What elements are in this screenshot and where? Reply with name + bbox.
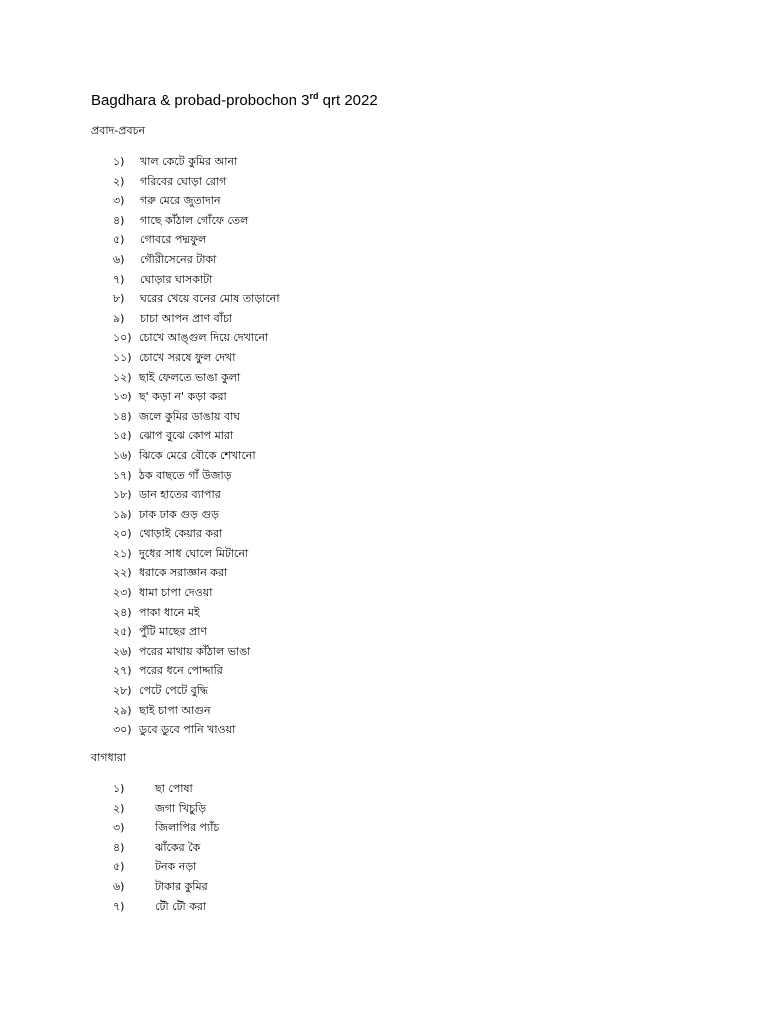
item-text: ঘোড়ার ঘাসকাটা xyxy=(140,272,213,286)
item-text: পুঁটি মাছের প্রাণ xyxy=(139,625,208,639)
title-main: Bagdhara & probad-probochon 3 xyxy=(91,92,310,109)
item-number: ১) xyxy=(113,155,125,168)
item-text: ধামা চাপা দেওয়া xyxy=(139,586,213,600)
list-item xyxy=(0,838,768,858)
list-item xyxy=(0,485,768,505)
list-item xyxy=(0,779,768,799)
item-number: ১৫) xyxy=(113,429,132,443)
item-text: ছ' কড়া ন' কড়া করা xyxy=(139,390,227,404)
list-item xyxy=(0,524,768,544)
item-text: পাকা ধানে মই xyxy=(139,605,200,619)
list-item xyxy=(0,309,768,329)
item-text: ছাই চাপা আগুন xyxy=(139,703,211,717)
item-text: পেটে পেটে বুদ্ধি xyxy=(139,684,209,698)
list-item xyxy=(0,426,768,446)
item-number: ২০) xyxy=(113,527,132,541)
item-number: ২৫) xyxy=(113,625,132,639)
item-text: টাকার কুমির xyxy=(155,879,208,893)
item-number: ১৬) xyxy=(113,448,132,462)
list-item xyxy=(0,191,768,211)
title-tail: qrt 2022 xyxy=(318,92,378,109)
list-item xyxy=(0,230,768,250)
list-item xyxy=(0,563,768,583)
item-number: ১৭) xyxy=(113,468,132,482)
list-item xyxy=(0,642,768,662)
item-text: ছাই ফেলতে ভাঙা কুলা xyxy=(139,370,241,384)
item-text: টনক নড়া xyxy=(155,860,197,874)
item-text: খাল কেটে কুমির আনা xyxy=(140,155,238,168)
item-number: ৬) xyxy=(113,879,125,893)
list-item xyxy=(0,818,768,838)
list-item xyxy=(0,544,768,564)
item-number: ৮) xyxy=(113,292,125,306)
list-item xyxy=(0,505,768,525)
list-item xyxy=(0,661,768,681)
item-number: ৩) xyxy=(113,821,125,835)
item-text: চোখে সরষে ফুল দেখা xyxy=(139,350,236,364)
item-text: ঝোপ বুঝে কোপ মারা xyxy=(139,429,234,443)
item-text: ঢাক ঢাক গুড় গুড় xyxy=(139,507,219,521)
item-number: ২৬) xyxy=(113,644,132,658)
item-number: ৬) xyxy=(113,252,125,266)
list-item xyxy=(0,250,768,270)
item-number: ৫) xyxy=(113,860,125,874)
item-text: জলে কুমির ডাঙায় বাঘ xyxy=(139,409,241,423)
list-item xyxy=(0,466,768,486)
item-text: জিলাপির প্যাঁচ xyxy=(155,821,220,835)
item-number: ৪) xyxy=(113,840,125,854)
item-number: ২৯) xyxy=(113,703,132,717)
item-text: গরিবের ঘোড়া রোগ xyxy=(140,174,227,188)
item-text: থোড়াই কেয়ার করা xyxy=(139,527,223,541)
item-number: ২৭) xyxy=(113,664,132,678)
list-item xyxy=(0,446,768,466)
item-number: ৫) xyxy=(113,233,125,247)
item-text: গোবরে পদ্মফুল xyxy=(140,233,207,247)
item-number: ১) xyxy=(113,782,125,795)
list-item xyxy=(0,387,768,407)
item-text: গাছে কাঁঠাল গোঁফে তেল xyxy=(140,213,249,227)
item-number: ২২) xyxy=(113,566,132,580)
list-item xyxy=(0,603,768,623)
item-number: ৭) xyxy=(113,899,125,913)
item-number: ১২) xyxy=(113,370,132,384)
item-number: ১৮) xyxy=(113,488,132,502)
item-text: ছা পোষা xyxy=(155,782,193,795)
section-heading-idioms: বাগধারা xyxy=(91,751,127,764)
list-item xyxy=(0,368,768,388)
item-number: ২১) xyxy=(113,546,132,560)
list-item xyxy=(0,583,768,603)
list-item xyxy=(0,270,768,290)
list-item xyxy=(0,172,768,192)
list-item xyxy=(0,720,768,740)
list-item xyxy=(0,897,768,917)
item-text: টৌ টৌ করা xyxy=(155,899,207,913)
idiom-list xyxy=(0,779,768,916)
item-number: ১৯) xyxy=(113,507,132,521)
item-text: পরের ধনে পোদ্দারি xyxy=(139,664,223,678)
item-number: ২৪) xyxy=(113,605,132,619)
item-number: ১০) xyxy=(113,331,132,345)
item-number: ৭) xyxy=(113,272,125,286)
item-number: ১৩) xyxy=(113,390,132,404)
item-text: ডান হাতের ব্যাপার xyxy=(139,488,221,502)
item-number: ১৪) xyxy=(113,409,132,423)
item-text: ঝিকে মেরে বৌকে শেখানো xyxy=(139,448,256,462)
item-text: গরু মেরে জুতাদান xyxy=(140,194,221,208)
title-superscript: rd xyxy=(309,91,319,101)
list-item xyxy=(0,681,768,701)
list-item xyxy=(0,328,768,348)
item-text: চোখে আঙ্গুল দিয়ে দেখানো xyxy=(139,331,269,345)
item-text: ঘরের খেয়ে বনের মোষ তাড়ানো xyxy=(140,292,280,306)
item-text: গৌরীসেনের টাকা xyxy=(140,252,217,266)
item-text: ঝাঁকের কৈ xyxy=(155,840,201,854)
item-number: ২৮) xyxy=(113,684,132,698)
item-text: চাচা আপন প্রাণ বাঁচা xyxy=(140,311,233,325)
item-text: ঠক বাছতে গাঁ উজাড় xyxy=(139,468,232,482)
list-item xyxy=(0,348,768,368)
item-text: জগা খিচুড়ি xyxy=(155,801,207,815)
item-number: ২) xyxy=(113,801,125,815)
item-number: ২) xyxy=(113,174,125,188)
list-item xyxy=(0,211,768,231)
item-number: ৩) xyxy=(113,194,125,208)
list-item xyxy=(0,152,768,172)
proverb-list xyxy=(0,152,768,740)
item-text: দুধের সাধ ঘোলে মিটানো xyxy=(139,546,249,560)
item-text: ধরাকে সরাজ্ঞান করা xyxy=(139,566,228,580)
list-item xyxy=(0,857,768,877)
item-number: ২৩) xyxy=(113,586,132,600)
item-number: ৪) xyxy=(113,213,125,227)
item-number: ৩০) xyxy=(113,723,132,737)
list-item xyxy=(0,799,768,819)
document-title xyxy=(91,91,378,111)
item-number: ৯) xyxy=(113,311,125,325)
item-text: ডুবে ডুবে পানি খাওয়া xyxy=(139,723,236,737)
list-item xyxy=(0,701,768,721)
list-item xyxy=(0,407,768,427)
list-item xyxy=(0,289,768,309)
section-heading-proverbs: প্রবাদ-প্রবচন xyxy=(91,124,146,137)
list-item xyxy=(0,877,768,897)
item-number: ১১) xyxy=(113,350,132,364)
item-text: পরের মাথায় কাঁঠাল ভাঙা xyxy=(139,644,251,658)
list-item xyxy=(0,622,768,642)
